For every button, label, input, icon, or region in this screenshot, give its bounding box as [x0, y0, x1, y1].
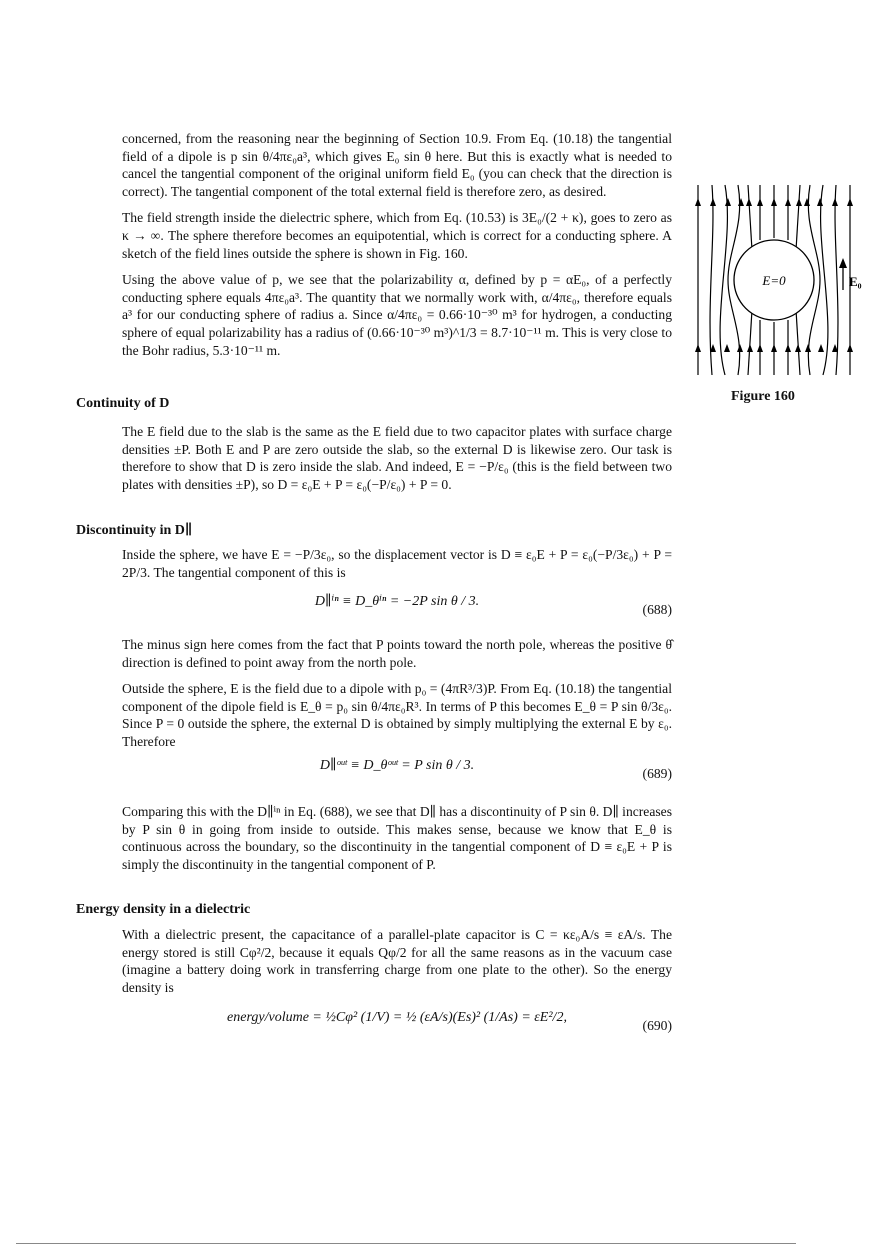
top-text [122, 130, 672, 368]
equation-number: (688) [642, 602, 672, 617]
section-heading: Continuity of D [76, 396, 170, 411]
equation: energy/volume = ½Cφ² (1/V) = ½ (εA/s)(Es)² (1/As) = εE²/2, [227, 1010, 567, 1025]
paragraph: The field strength inside the dielectric sphere, which from Eq. (10.53) is 3E₀/(2 + κ), goes to zero as κ → ∞. The sphere therefore becomes an equipotential, which is correct for a conducting sphere. A sketch of the field lines outside the sphere is shown in Fig. 160. [122, 210, 672, 261]
paragraph: The E field due to the slab is the same as the E field due to two capacitor plates with surface charge densities ±P. Both E and P are zero outside the slab, so the external D is likewise zero. Our task is therefore to show that D is zero inside the slab. And indeed, E = −P/ε₀ (this is the field between two plates with densities ±P), so D = ε₀E + P = ε₀(−P/ε₀) + P = 0. [122, 424, 672, 492]
paragraph: Comparing this with the D∥ⁱⁿ in Eq. (688), we see that D∥ has a discontinuity of P sin θ. D∥ increases by P sin θ in going from inside to outside. This makes sense, because we know that E_θ is continuous across the boundary, so the discontinuity in the tangential component of D ≡ ε₀E + P is simply the discontinuity in the tangential component of P. [122, 804, 672, 872]
section-heading: Energy density in a dielectric [76, 902, 251, 917]
equation-number: (690) [642, 1018, 672, 1033]
equation-row [122, 592, 672, 632]
section-text [122, 926, 672, 1005]
paragraph: The minus sign here comes from the fact that P points toward the north pole, whereas the positive θ̂ direction is defined to point away from the north pole. [122, 637, 672, 670]
section-text [122, 803, 672, 882]
footer-rule [16, 1243, 796, 1244]
inside-field-label: E=0 [762, 273, 786, 288]
section-text [122, 546, 672, 590]
equation: D∥ᵒᵘᵗ ≡ D_θᵒᵘᵗ = P sin θ / 3. [319, 758, 475, 773]
figure-caption: Figure 160 [731, 389, 795, 404]
equation: D∥ⁱⁿ ≡ D_θⁱⁿ = −2P sin θ / 3. [314, 594, 480, 609]
equation-number: (689) [642, 766, 672, 781]
equation-row [122, 1008, 672, 1048]
paragraph: concerned, from the reasoning near the beginning of Section 10.9. From Eq. (10.18) the tangential field of a dipole is p sin θ/4πε₀a³, which gives E₀ sin θ here. But this is exactly what is needed to cancel the tangential component of the original uniform field E₀ (you can check that the direction is correct). The tangential component of the total external field is therefore zero, as desired. [122, 131, 672, 199]
field-lines-figure [690, 180, 870, 380]
equation-row [122, 756, 672, 796]
section-heading: Discontinuity in D∥ [76, 523, 193, 538]
field-label: E₀ [849, 274, 862, 289]
section-text [122, 423, 672, 502]
paragraph: Inside the sphere, we have E = −P/3ε₀, so the displacement vector is D ≡ ε₀E + P = ε₀(−P/3ε₀) + P = 2P/3. The tangential component of this is [122, 547, 672, 580]
paragraph: Using the above value of p, we see that the polarizability α, defined by p = αE₀, of a perfectly conducting sphere equals 4πε₀a³. The quantity that we normally work with, α/4πε₀, therefore equals a³ for our conducting sphere of radius a. Since α/4πε₀ = 0.66·10⁻³⁰ m³ for hydrogen, a conducting sphere of equal polarizability has a radius of (0.66·10⁻³⁰ m³)^1/3 = 8.7·10⁻¹¹ m. This is very close to the Bohr radius, 5.3·10⁻¹¹ m. [122, 272, 672, 358]
paragraph: With a dielectric present, the capacitance of a parallel-plate capacitor is C = κε₀A/s ≡ εA/s. The energy stored is still Cφ²/2, because it equals Qφ/2 for all the same reasons as in the vacuum case (imagine a battery doing work in transferring charge from one plate to the other). So the energy density is [122, 927, 672, 995]
section-text [122, 636, 672, 760]
paragraph: Outside the sphere, E is the field due to a dipole with p₀ = (4πR³/3)P. From Eq. (10.18) the tangential component of the dipole field is E_θ = p₀ sin θ/4πε₀R³. In terms of P this becomes E_θ = P sin θ/3ε₀. Since P = 0 outside the sphere, the external D is obtained by simply multiplying the external E by ε₀. Therefore [122, 681, 672, 749]
